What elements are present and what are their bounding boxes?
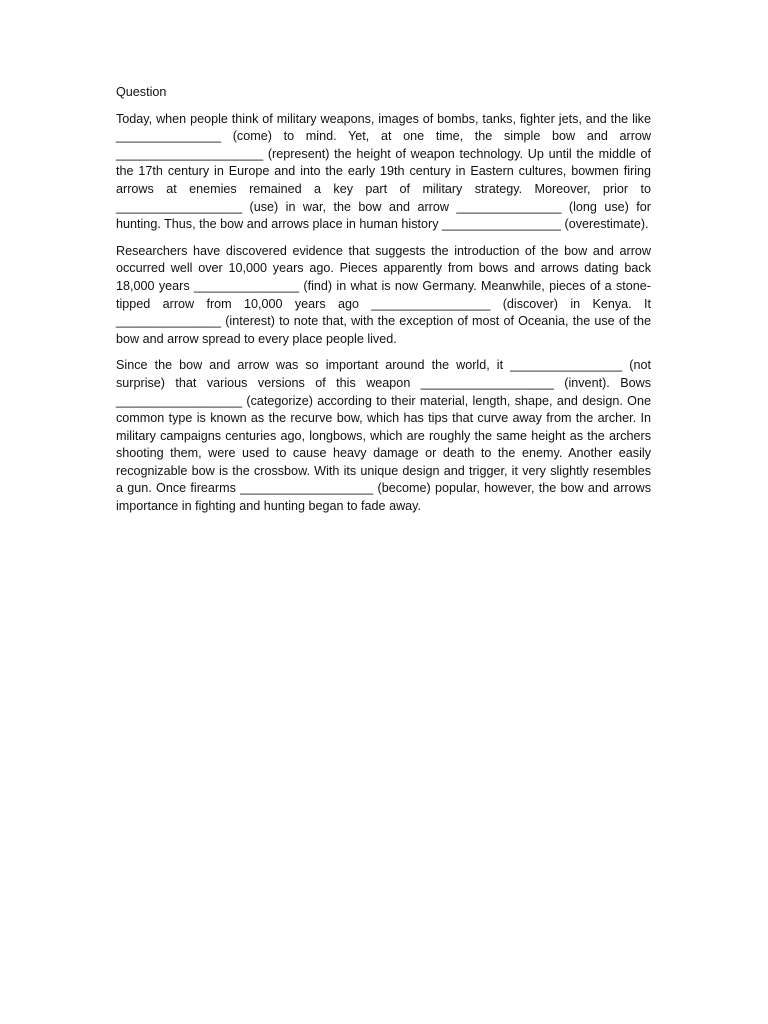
- document-page: [116, 84, 651, 525]
- question-heading: Question: [116, 85, 167, 99]
- paragraph-3: Since the bow and arrow was so important around the world, it ________________ (not surprise) that various versions of this weapon ___________________ (invent). Bows __________________ (categorize) according to their material, length, shape, and design. One common type is known as the recurve bow, which has tips that curve away from the archer. In military campaigns centuries ago, longbows, which are roughly the same height as the archers shooting them, were used to cause heavy damage or death to the enemy. Another easily recognizable bow is the crossbow. With its unique design and trigger, it very slightly resembles a gun. Once firearms ___________________ (become) popular, however, the bow and arrows importance in fighting and hunting began to fade away.: [116, 358, 651, 514]
- paragraph-1: Today, when people think of military weapons, images of bombs, tanks, fighter jets, and the like _______________ (come) to mind. Yet, at one time, the simple bow and arrow _____________________ (represent) the height of weapon technology. Up until the middle of the 17th century in Europe and into the early 19th century in Eastern cultures, bowmen firing arrows at enemies remained a key part of military strategy. Moreover, prior to __________________ (use) in war, the bow and arrow _______________ (long use) for hunting. Thus, the bow and arrows place in human history _________________ (overestimate).: [116, 111, 651, 232]
- paragraph-2: Researchers have discovered evidence that suggests the introduction of the bow and arrow occurred well over 10,000 years ago. Pieces apparently from bows and arrows dating back 18,000 years _______________ (find) in what is now Germany. Meanwhile, pieces of a stone-tipped arrow from 10,000 years ago _________________ (discover) in Kenya. It _______________ (interest) to note that, with the exception of most of Oceania, the use of the bow and arrow spread to every place people lived.: [116, 243, 651, 346]
